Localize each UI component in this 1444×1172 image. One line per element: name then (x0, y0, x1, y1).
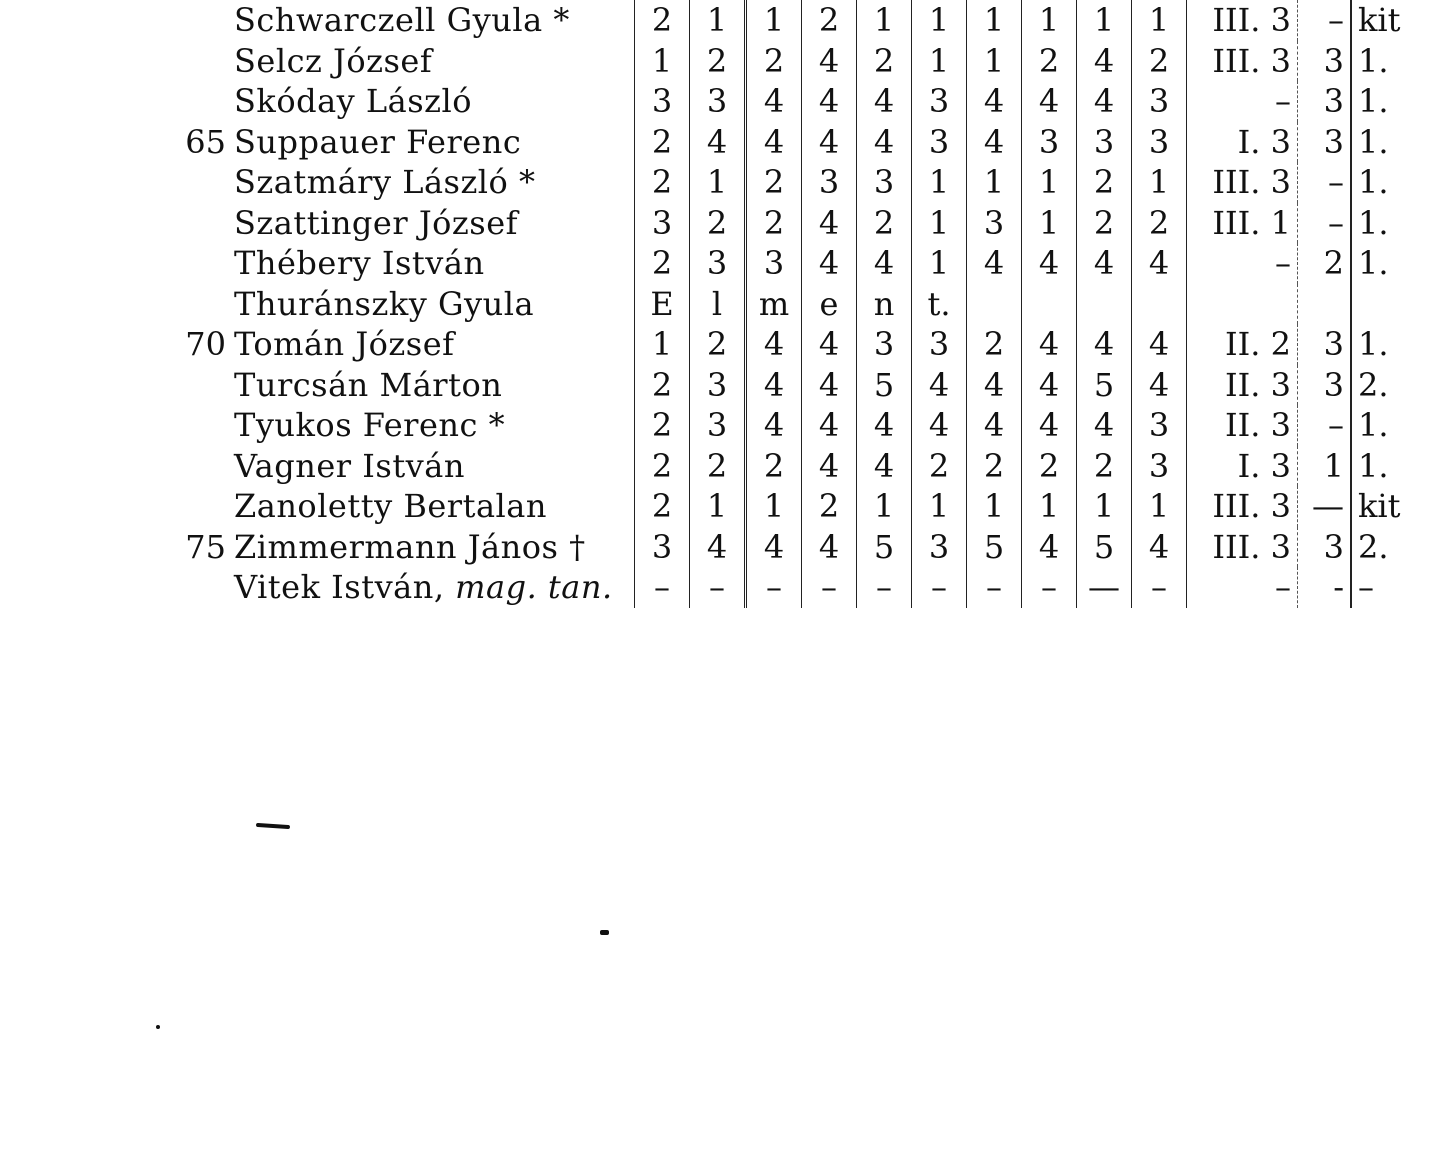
extra-grade-cell: 3 (1298, 122, 1352, 163)
overall-cell: – (1351, 567, 1418, 608)
student-note: mag. tan. (455, 568, 613, 607)
grade-cell: 3 (912, 81, 967, 122)
row-number: 75 (185, 527, 226, 566)
row-number (160, 405, 234, 446)
table-row (160, 0, 1418, 41)
grade-cell: 4 (802, 81, 857, 122)
student-name: Zanoletty Bertalan (234, 487, 547, 526)
class-rank-cell: III. 3 (1187, 162, 1298, 203)
class-rank-cell: III. 3 (1187, 41, 1298, 82)
grade-cell: 4 (746, 527, 802, 568)
grade-cell: 3 (912, 122, 967, 163)
class-rank-cell: III. 3 (1187, 0, 1298, 41)
class-rank-cell: II. 2 (1187, 324, 1298, 365)
grade-cell: 2 (912, 446, 967, 487)
row-number: 65 (185, 122, 226, 161)
table-row (160, 284, 1418, 325)
grade-cell: 2 (967, 446, 1022, 487)
student-name: Skóday László (234, 82, 472, 121)
grade-cell: 4 (1132, 324, 1187, 365)
student-name-cell (234, 81, 635, 122)
grade-cell: 3 (746, 243, 802, 284)
grade-cell: 2 (857, 41, 912, 82)
grade-cell: 4 (1132, 527, 1187, 568)
grade-cell: 2 (746, 41, 802, 82)
overall-cell: 1. (1351, 122, 1418, 163)
grade-cell: 2 (690, 41, 746, 82)
grade-cell: 2 (1022, 446, 1077, 487)
grade-cell: e (802, 284, 857, 325)
grade-cell: 3 (635, 81, 690, 122)
student-name: Vagner István (234, 446, 465, 485)
grade-cell: 1 (912, 486, 967, 527)
student-name-cell (234, 0, 635, 41)
grade-cell: 4 (1077, 41, 1132, 82)
grade-cell: 4 (912, 405, 967, 446)
row-number (160, 81, 234, 122)
table-row (160, 365, 1418, 406)
grade-cell: 1 (746, 486, 802, 527)
grade-cell: 4 (967, 365, 1022, 406)
grade-cell: 5 (857, 527, 912, 568)
grade-cell: 3 (635, 527, 690, 568)
grade-cell: 3 (1132, 122, 1187, 163)
grade-cell: 4 (802, 122, 857, 163)
row-number (160, 162, 234, 203)
grade-cell: 5 (967, 527, 1022, 568)
grade-cell: 4 (857, 243, 912, 284)
grade-cell: 4 (1022, 81, 1077, 122)
grade-cell: 1 (912, 0, 967, 41)
extra-grade-cell: 3 (1298, 365, 1352, 406)
student-name-cell (234, 284, 635, 325)
grade-cell: 3 (690, 405, 746, 446)
grade-cell: 1 (912, 203, 967, 244)
grade-cell: 4 (857, 122, 912, 163)
grade-cell: 2 (635, 243, 690, 284)
extra-grade-cell: – (1298, 203, 1352, 244)
student-name: Thuránszky Gyula (234, 284, 535, 323)
grade-cell: 2 (690, 324, 746, 365)
grade-cell: 1 (912, 243, 967, 284)
row-number (160, 365, 234, 406)
grade-cell: 2 (1077, 446, 1132, 487)
grade-cell: 4 (1022, 365, 1077, 406)
student-name: Zimmermann János † (234, 527, 586, 566)
student-name-cell (234, 203, 635, 244)
class-rank-cell: – (1187, 243, 1298, 284)
table-row (160, 41, 1418, 82)
grade-cell: 3 (912, 527, 967, 568)
grade-cell: 4 (857, 405, 912, 446)
grade-cell: 1 (967, 162, 1022, 203)
overall-cell: 1. (1351, 203, 1418, 244)
student-name-cell (234, 365, 635, 406)
grade-cell: 2 (1132, 41, 1187, 82)
extra-grade-cell: – (1298, 405, 1352, 446)
overall-cell: kit (1351, 0, 1418, 41)
grade-cell: 1 (967, 41, 1022, 82)
grade-cell: 2 (1077, 162, 1132, 203)
grade-cell: 1 (635, 324, 690, 365)
grade-cell: 3 (635, 203, 690, 244)
row-number (160, 486, 234, 527)
grade-cell: 3 (1132, 81, 1187, 122)
ink-speck (156, 1025, 160, 1029)
overall-cell: 2. (1351, 365, 1418, 406)
student-name-cell (234, 122, 635, 163)
grade-cell: E (635, 284, 690, 325)
grade-cell: 2 (1077, 203, 1132, 244)
extra-grade-cell: – (1298, 0, 1352, 41)
grade-cell: 2 (635, 405, 690, 446)
class-rank-cell: – (1187, 81, 1298, 122)
class-rank-cell: III. 3 (1187, 527, 1298, 568)
student-name-cell (234, 162, 635, 203)
grade-cell: 4 (746, 324, 802, 365)
grade-cell: – (746, 567, 802, 608)
grade-cell: m (746, 284, 802, 325)
class-rank-cell: III. 3 (1187, 486, 1298, 527)
overall-cell: 1. (1351, 405, 1418, 446)
grade-cell: 3 (690, 243, 746, 284)
student-name: Schwarczell Gyula * (234, 1, 570, 40)
ink-speck (256, 823, 290, 829)
table-row (160, 446, 1418, 487)
overall-cell: 1. (1351, 162, 1418, 203)
student-name-cell (234, 243, 635, 284)
grade-cell: 4 (967, 81, 1022, 122)
grade-cell: 4 (1022, 527, 1077, 568)
class-rank-cell: II. 3 (1187, 365, 1298, 406)
row-number (160, 567, 234, 608)
table-row (160, 81, 1418, 122)
student-name: Tyukos Ferenc * (234, 406, 506, 445)
grade-cell: 4 (967, 243, 1022, 284)
overall-cell: 1. (1351, 446, 1418, 487)
grade-cell: 1 (1077, 0, 1132, 41)
grade-cell: – (857, 567, 912, 608)
grade-cell: 2 (746, 446, 802, 487)
table-row (160, 243, 1418, 284)
grade-cell: 4 (1022, 243, 1077, 284)
grade-cell: 4 (967, 405, 1022, 446)
grade-cell: 4 (802, 243, 857, 284)
grade-cell: – (967, 567, 1022, 608)
extra-grade-cell (1298, 284, 1352, 325)
grade-cell: 2 (802, 486, 857, 527)
student-name-cell (234, 527, 635, 568)
grade-cell: 3 (1132, 446, 1187, 487)
extra-grade-cell: 3 (1298, 41, 1352, 82)
grade-cell (1022, 284, 1077, 325)
grade-table (160, 0, 1418, 608)
table-row (160, 122, 1418, 163)
overall-cell: 1. (1351, 41, 1418, 82)
grade-cell: 4 (857, 446, 912, 487)
grade-cell: 4 (746, 365, 802, 406)
grade-cell: – (1022, 567, 1077, 608)
extra-grade-cell: 2 (1298, 243, 1352, 284)
grade-cell: 4 (1077, 324, 1132, 365)
grade-cell: 3 (1132, 405, 1187, 446)
grade-cell: 1 (1132, 162, 1187, 203)
table-row (160, 567, 1418, 608)
table-row (160, 486, 1418, 527)
grade-cell: 5 (1077, 365, 1132, 406)
class-rank-cell: – (1187, 567, 1298, 608)
grade-cell: 1 (690, 162, 746, 203)
row-number (160, 0, 234, 41)
table-row (160, 162, 1418, 203)
grade-cell: – (1132, 567, 1187, 608)
grade-cell: 2 (635, 122, 690, 163)
grade-cell: 3 (1077, 122, 1132, 163)
grade-cell: 4 (1022, 324, 1077, 365)
grade-cell: 4 (690, 527, 746, 568)
table-row (160, 527, 1418, 568)
grade-cell: 4 (1132, 243, 1187, 284)
overall-cell: 1. (1351, 243, 1418, 284)
grade-cell: 2 (635, 0, 690, 41)
row-number (160, 284, 234, 325)
grade-cell: 1 (746, 0, 802, 41)
table-row (160, 324, 1418, 365)
grade-cell: 4 (802, 446, 857, 487)
grade-cell: 4 (1022, 405, 1077, 446)
grade-cell: l (690, 284, 746, 325)
row-number: 70 (185, 325, 226, 364)
extra-grade-cell: – (1298, 162, 1352, 203)
grade-cell: – (690, 567, 746, 608)
grade-cell (1132, 284, 1187, 325)
extra-grade-cell: — (1298, 486, 1352, 527)
grade-cell: 4 (967, 122, 1022, 163)
student-name: Tomán József (234, 325, 455, 364)
class-rank-cell (1187, 284, 1298, 325)
grade-cell: — (1077, 567, 1132, 608)
overall-cell: 1. (1351, 324, 1418, 365)
class-rank-cell: III. 1 (1187, 203, 1298, 244)
overall-cell: kit (1351, 486, 1418, 527)
grade-cell: 4 (912, 365, 967, 406)
extra-grade-cell: - (1298, 567, 1352, 608)
grade-cell: 4 (1077, 81, 1132, 122)
grade-cell: 2 (746, 162, 802, 203)
grade-cell: 3 (802, 162, 857, 203)
grade-cell: 4 (802, 527, 857, 568)
grade-cell: 2 (967, 324, 1022, 365)
grade-cell: 1 (690, 0, 746, 41)
grade-cell: 4 (746, 122, 802, 163)
grade-cell: 1 (1132, 486, 1187, 527)
class-rank-cell: I. 3 (1187, 446, 1298, 487)
grade-cell: 4 (857, 81, 912, 122)
extra-grade-cell: 3 (1298, 527, 1352, 568)
grade-cell: 1 (1022, 162, 1077, 203)
grade-cell: 1 (857, 486, 912, 527)
grade-cell: 3 (857, 162, 912, 203)
overall-cell: 1. (1351, 81, 1418, 122)
grade-cell: 4 (1077, 243, 1132, 284)
student-name: Szattinger József (234, 203, 518, 242)
grade-cell: 2 (802, 0, 857, 41)
student-name-cell (234, 41, 635, 82)
ink-speck (600, 930, 609, 935)
student-name: Suppauer Ferenc (234, 122, 522, 161)
student-name-cell (234, 324, 635, 365)
grade-cell: 1 (1022, 203, 1077, 244)
grade-cell: 1 (635, 41, 690, 82)
student-name-cell (234, 567, 635, 608)
student-name-cell (234, 405, 635, 446)
grade-cell: 2 (635, 162, 690, 203)
grade-cell: 4 (802, 324, 857, 365)
student-name-cell (234, 486, 635, 527)
grade-cell: 2 (1132, 203, 1187, 244)
grade-cell: 4 (746, 81, 802, 122)
grade-cell: 3 (690, 81, 746, 122)
grade-cell (1077, 284, 1132, 325)
grade-cell: 2 (1022, 41, 1077, 82)
extra-grade-cell: 1 (1298, 446, 1352, 487)
grade-cell: 4 (802, 203, 857, 244)
grade-cell: 3 (690, 365, 746, 406)
table-row (160, 203, 1418, 244)
grade-cell: 2 (635, 446, 690, 487)
grade-cell: 2 (746, 203, 802, 244)
student-name: Vitek István, (234, 568, 445, 607)
grade-cell: – (635, 567, 690, 608)
grade-cell: 1 (1022, 0, 1077, 41)
row-number (160, 203, 234, 244)
grade-cell: 3 (967, 203, 1022, 244)
grade-cell: 4 (802, 41, 857, 82)
grade-cell: – (802, 567, 857, 608)
grade-cell: 4 (1132, 365, 1187, 406)
grade-cell: 1 (967, 486, 1022, 527)
student-name-cell (234, 446, 635, 487)
grade-cell: 2 (690, 203, 746, 244)
student-name: Selcz József (234, 41, 433, 80)
grade-cell: n (857, 284, 912, 325)
grade-cell: 1 (1022, 486, 1077, 527)
extra-grade-cell: 3 (1298, 324, 1352, 365)
row-number (160, 446, 234, 487)
grade-table-body (160, 0, 1418, 608)
grade-cell: 1 (1132, 0, 1187, 41)
student-name: Szatmáry László * (234, 163, 536, 202)
extra-grade-cell: 3 (1298, 81, 1352, 122)
student-name: Thébery István (234, 244, 485, 283)
grade-cell: 4 (802, 405, 857, 446)
grade-cell: 4 (746, 405, 802, 446)
grade-cell: 4 (1077, 405, 1132, 446)
grade-cell: t. (912, 284, 967, 325)
grade-cell: 1 (912, 162, 967, 203)
grade-cell: 1 (967, 0, 1022, 41)
row-number (160, 41, 234, 82)
class-rank-cell: I. 3 (1187, 122, 1298, 163)
row-number (160, 243, 234, 284)
grade-cell: 3 (857, 324, 912, 365)
grade-cell (967, 284, 1022, 325)
class-rank-cell: II. 3 (1187, 405, 1298, 446)
overall-cell: 2. (1351, 527, 1418, 568)
grade-cell: 1 (857, 0, 912, 41)
grade-cell: 3 (912, 324, 967, 365)
grade-cell: 1 (1077, 486, 1132, 527)
grade-cell: – (912, 567, 967, 608)
grade-cell: 1 (690, 486, 746, 527)
grade-cell: 1 (912, 41, 967, 82)
grade-cell: 2 (635, 486, 690, 527)
grade-cell: 2 (857, 203, 912, 244)
overall-cell (1351, 284, 1418, 325)
grade-cell: 2 (635, 365, 690, 406)
grade-cell: 4 (802, 365, 857, 406)
grade-cell: 5 (857, 365, 912, 406)
grade-cell: 4 (690, 122, 746, 163)
grade-cell: 5 (1077, 527, 1132, 568)
grade-cell: 3 (1022, 122, 1077, 163)
student-name: Turcsán Márton (234, 365, 503, 404)
table-row (160, 405, 1418, 446)
grade-cell: 2 (690, 446, 746, 487)
